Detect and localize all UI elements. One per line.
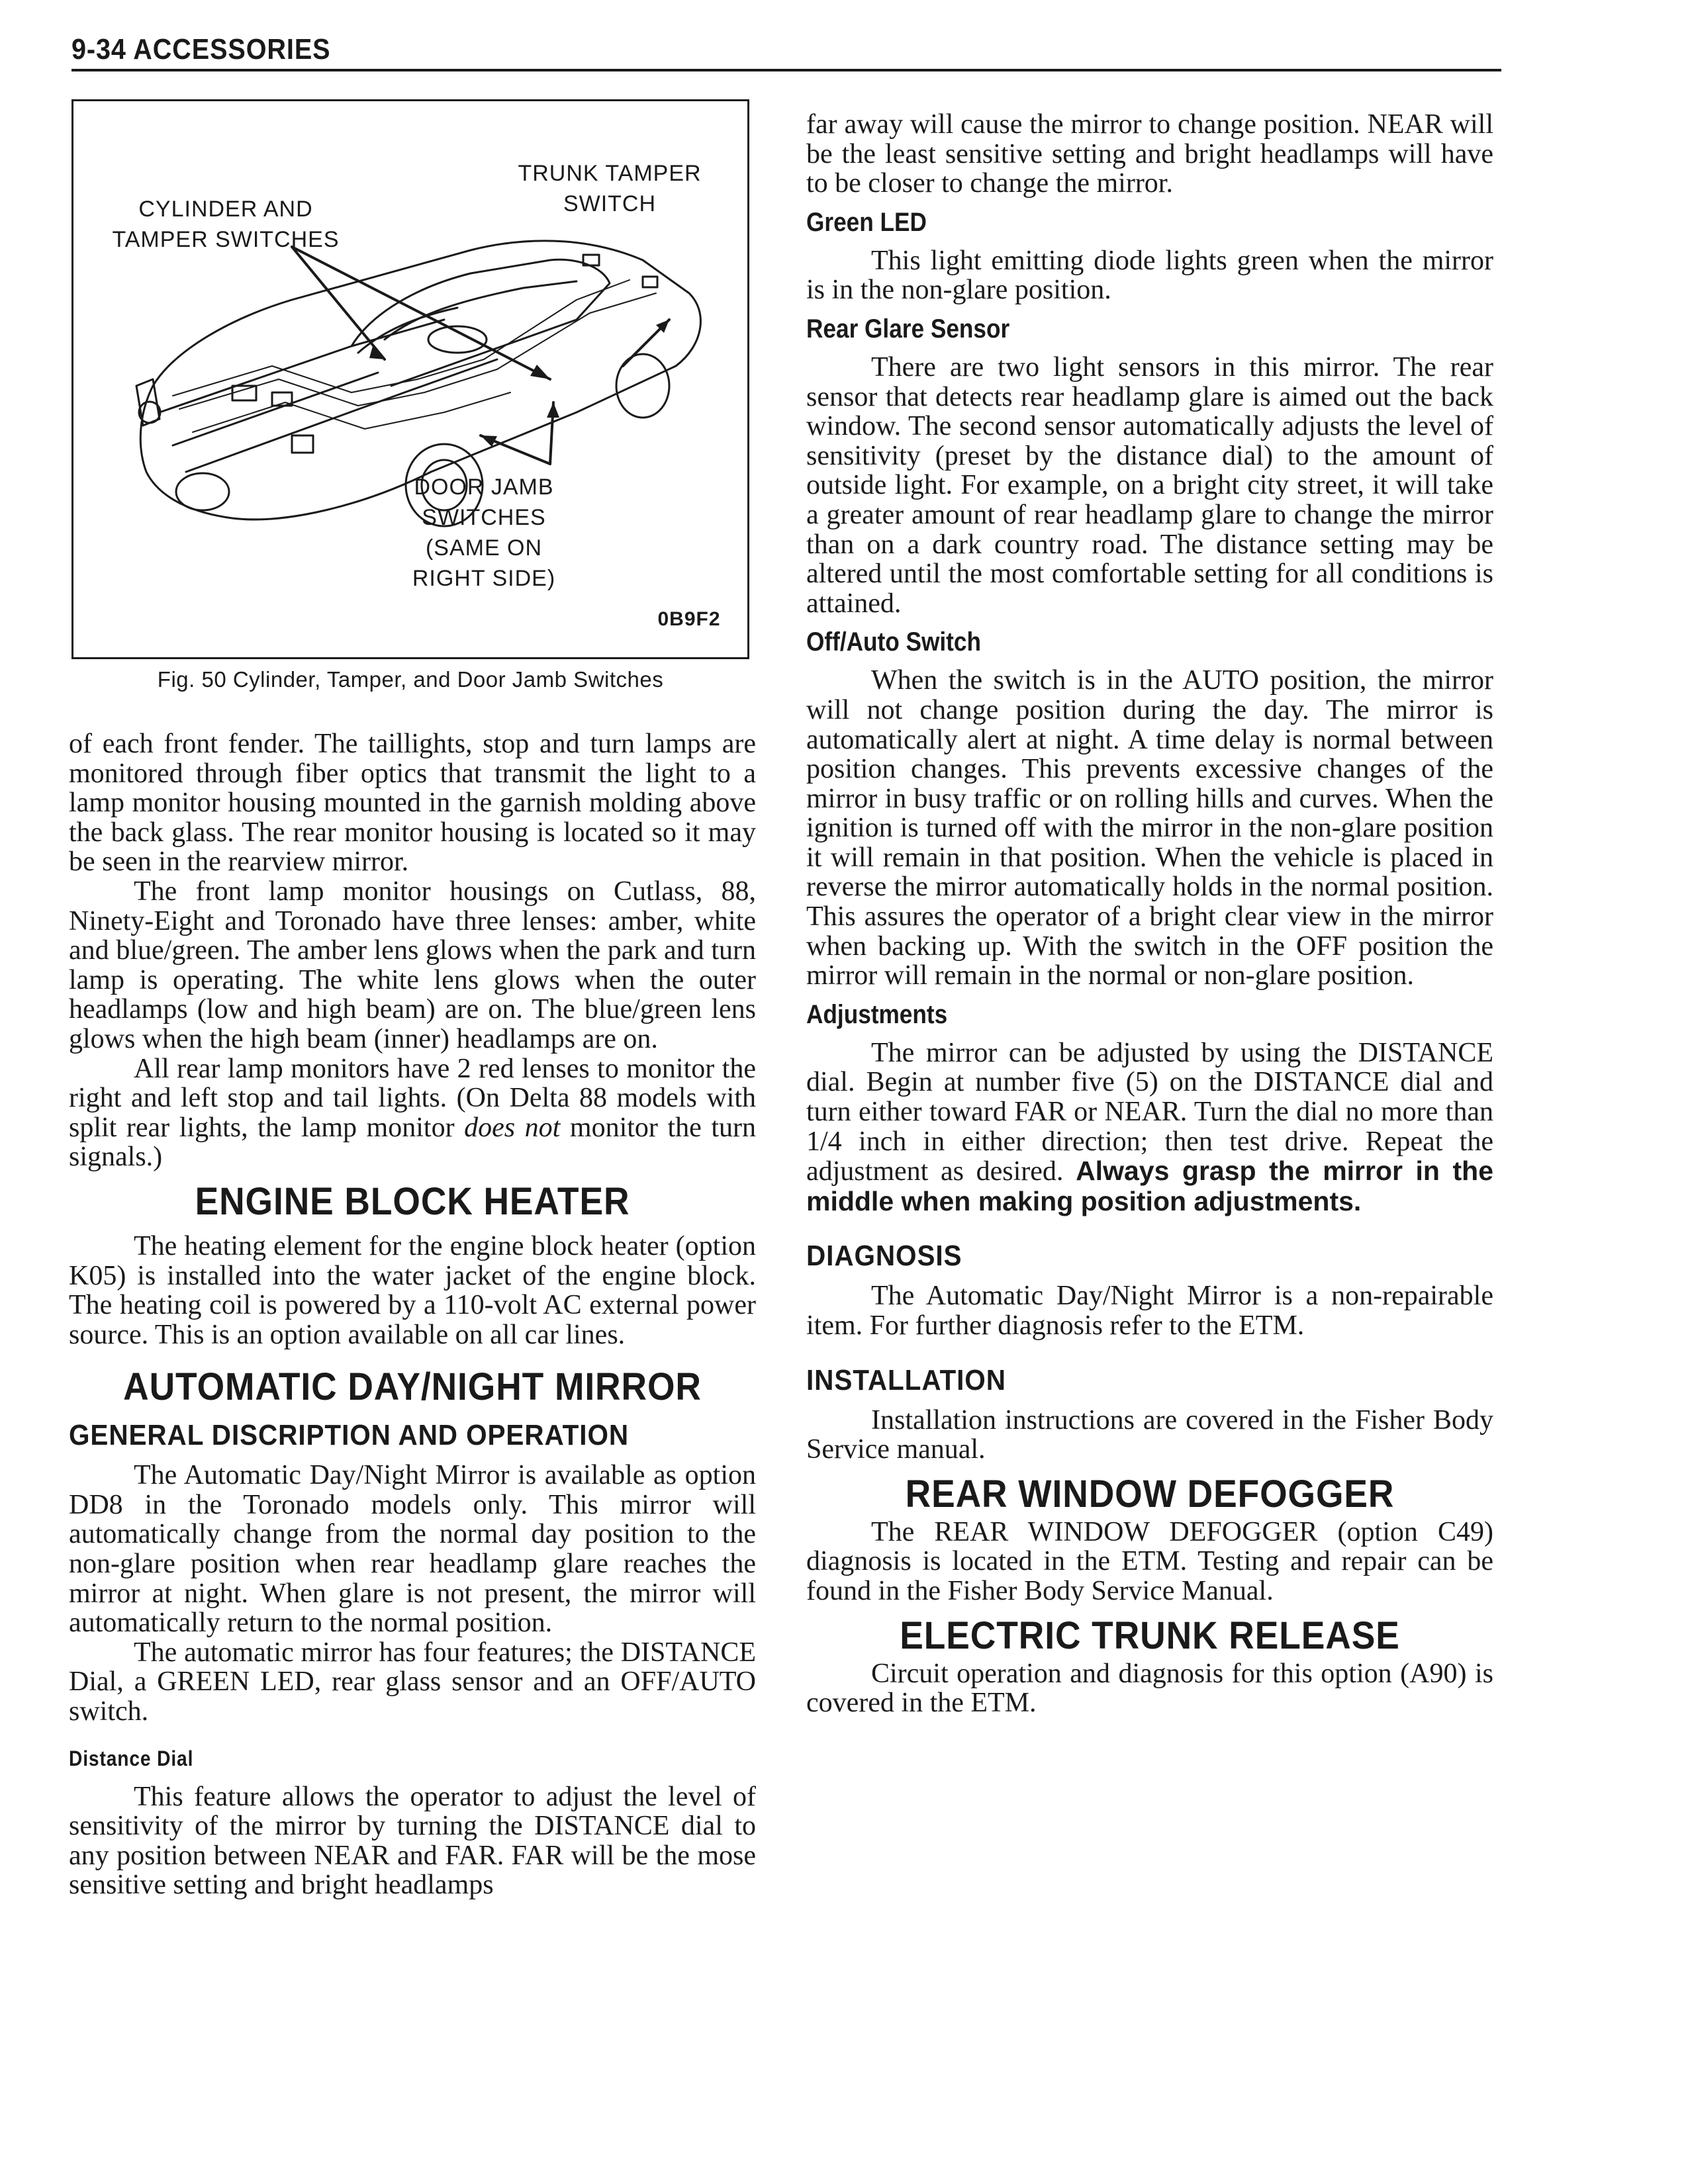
heading-rear-window-defogger: REAR WINDOW DEFOGGER [905, 1472, 1395, 1516]
left-paragraph-2: The front lamp monitor housings on Cutlass, 88, Ninety-Eight and Toronado have three lenses: amber, white and blue/green. The amber lens glows when the park and turn lamp is operating. The white lens glows when the outer headlamps (low and high beam) are on. The blue/green lens glows when the high beam (inner) headlamps are on. [69, 876, 756, 1054]
p3-part-b: monitor the turn signals.) [69, 1112, 756, 1173]
heading-electric-trunk-release: ELECTRIC TRUNK RELEASE [900, 1614, 1400, 1657]
figure-code: 0B9F2 [657, 608, 721, 630]
heading-general-description: GENERAL DISCRIPTION AND OPERATION [69, 1419, 630, 1452]
left-paragraph-distance: This feature allows the operator to adjust the level of sensitivity of the mirror by turning the DISTANCE dial to any position between NEAR and FAR. FAR will be the mose sensitive setting and bright headlamps [69, 1781, 756, 1901]
figure-box [71, 99, 749, 659]
heading-rear-glare-sensor: Rear Glare Sensor [806, 314, 1010, 343]
page-header: 9-34 ACCESSORIES [71, 33, 331, 66]
figure-caption: Fig. 50 Cylinder, Tamper, and Door Jamb Switches [157, 667, 664, 692]
heading-off-auto-switch: Off/Auto Switch [806, 627, 981, 657]
p3-part-a: All rear lamp monitors have 2 red lenses to monitor the right and left stop and tail lights. (On Delta 88 models with split rear lights, the lamp monitor [69, 1053, 756, 1143]
right-paragraph-rear-sensor: There are two light sensors in this mirror. The rear sensor that detects rear headlamp glare is aimed out the back window. The second sensor automatically adjusts the level of sensitivity (preset by the distance dial) to the amount of outside light. For example, on a bright city street, it will take a greater amount of rear headlamp glare to change the mirror than on a dark country road. The distance setting may be altered until the most comfortable setting for all conditions is attained. [806, 351, 1493, 619]
adjust-bold-note: Always grasp the mirror in the middle when making position adjustments. [806, 1156, 1493, 1216]
left-paragraph-3 [69, 1054, 756, 1172]
right-paragraph-diagnosis: The Automatic Day/Night Mirror is a non-repairable item. For further diagnosis refer to the ETM. [806, 1281, 1493, 1341]
right-paragraph-1: far away will cause the mirror to change position. NEAR will be the least sensitive setting and bright headlamps will have to be closer to change the mirror. [806, 109, 1493, 199]
label-door-jamb: DOOR JAMB SWITCHES (SAME ON RIGHT SIDE) [412, 475, 556, 591]
right-paragraph-off-auto: When the switch is in the AUTO position, the mirror will not change position during the day. The mirror is automatically alert at night. A time delay is normal between position changes. This prevents excessive changes of the mirror in busy traffic or on rolling hills and curves. When the ignition is turned off with the mirror in the non-glare position it will remain in that position. When the vehicle is placed in reverse the mirror automatically holds in the normal position. This assures the operator of a bright clear view in the mirror when backing up. With the switch in the OFF position the mirror will remain in the normal or non-glare position. [806, 665, 1493, 991]
left-paragraph-mirror-1: The Automatic Day/Night Mirror is available as option DD8 in the Toronado models only. This mirror will automatically change from the normal day position to the non-glare position when rear headlamp glare reaches the mirror at night. When glare is not present, the mirror will automatically return to the normal position. [69, 1460, 756, 1639]
heading-green-led: Green LED [806, 207, 927, 237]
label-trunk-tamper: TRUNK TAMPER SWITCH [518, 161, 702, 216]
left-paragraph-engine: The heating element for the engine block heater (option K05) is installed into the water jacket of the engine block. The heating coil is powered by a 110-volt AC external power source. This is an option available on all car lines. [69, 1230, 756, 1350]
heading-distance-dial: Distance Dial [69, 1746, 194, 1770]
left-paragraph-mirror-2: The automatic mirror has four features; the DISTANCE Dial, a GREEN LED, rear glass sensor and an OFF/AUTO switch. [69, 1637, 756, 1727]
right-paragraph-defogger: The REAR WINDOW DEFOGGER (option C49) diagnosis is located in the ETM. Testing and repair can be found in the Fisher Body Service Manual. [806, 1516, 1493, 1606]
p3-emphasis: does not [464, 1112, 561, 1143]
left-column [69, 729, 756, 1900]
label-cylinder-tamper: CYLINDER AND TAMPER SWITCHES [112, 197, 340, 252]
adjust-text: The mirror can be adjusted by using the DISTANCE dial. Begin at number five (5) on the DISTANCE dial and turn either toward FAR or NEAR. Turn the dial no more than 1/4 inch in either direction; then test drive. Repeat the adjustment as desired. [806, 1037, 1493, 1187]
heading-diagnosis: DIAGNOSIS [806, 1240, 962, 1273]
heading-auto-mirror: AUTOMATIC DAY/NIGHT MIRROR [123, 1365, 702, 1409]
heading-installation: INSTALLATION [806, 1363, 1006, 1396]
heading-engine-block-heater: ENGINE BLOCK HEATER [195, 1179, 630, 1223]
right-paragraph-green-led: This light emitting diode lights green when the mirror is in the non-glare position. [806, 245, 1493, 306]
right-column [806, 110, 1493, 1718]
right-paragraph-installation: Installation instructions are covered in the Fisher Body Service manual. [806, 1404, 1493, 1465]
left-paragraph-1: of each front fender. The taillights, stop and turn lamps are monitored through fiber optics that transmit the light to a lamp monitor housing mounted in the garnish molding above the back glass. The rear monitor housing is located so it may be seen in the rearview mirror. [69, 729, 756, 878]
right-paragraph-trunk: Circuit operation and diagnosis for this option (A90) is covered in the ETM. [806, 1658, 1493, 1719]
right-paragraph-adjustments [806, 1038, 1493, 1217]
heading-adjustments: Adjustments [806, 999, 948, 1029]
header-rule [71, 69, 1501, 71]
